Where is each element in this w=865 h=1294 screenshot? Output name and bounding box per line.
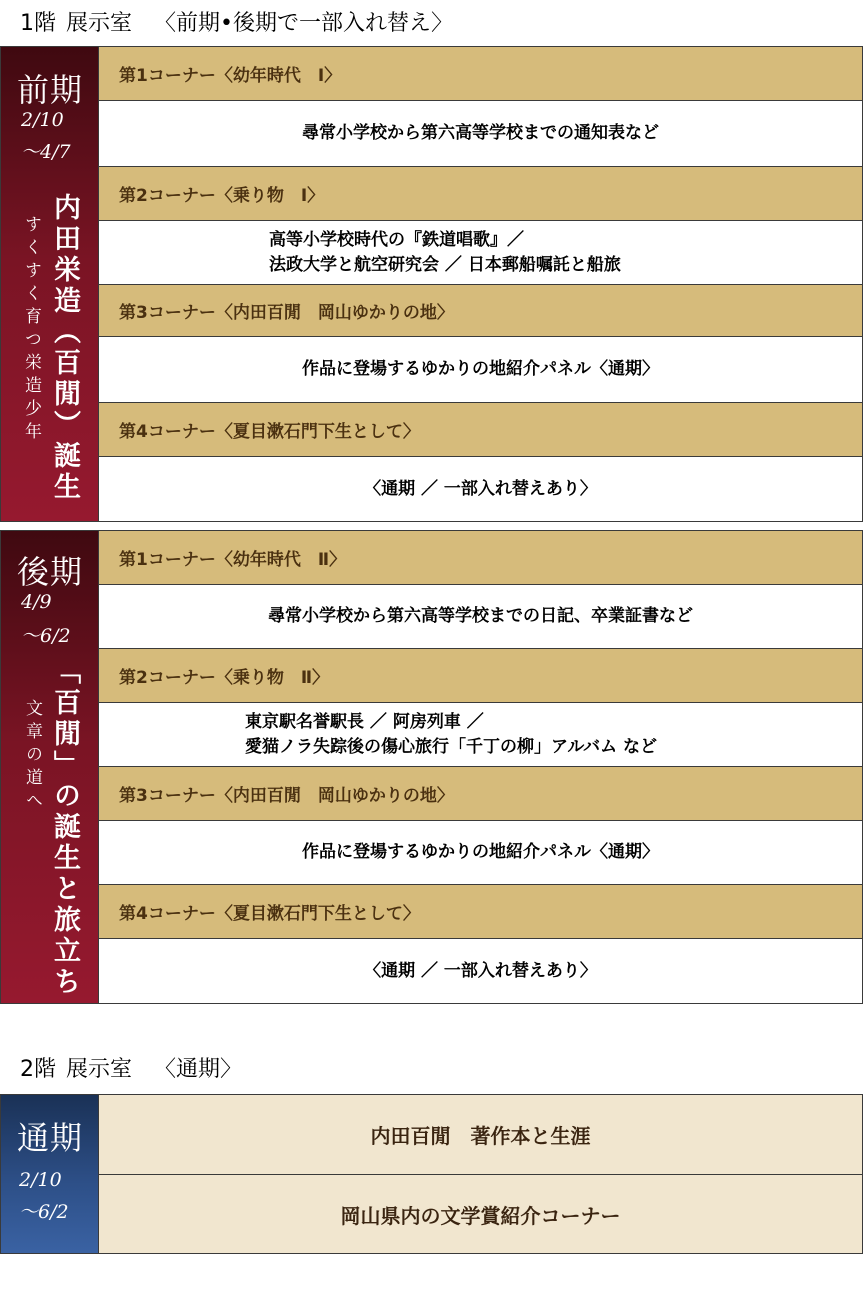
late-corner-2-label: 第2コーナー〈乗り物 Ⅱ〉 <box>119 668 330 688</box>
early-period-title: 内田栄造（百閒）誕生 <box>49 193 80 503</box>
early-corner-3-header <box>99 285 862 337</box>
late-corner-2-header <box>99 649 862 703</box>
permanent-item-1 <box>99 1095 862 1175</box>
late-period-name: 後期 <box>16 553 83 591</box>
late-date-end: ～6/2 <box>21 625 71 647</box>
late-corner-4-header <box>99 885 862 939</box>
late-corner-2-desc <box>99 703 862 767</box>
floor1-heading <box>20 6 453 37</box>
floor1-title: 1階 <box>20 11 56 36</box>
early-corner-1-header <box>99 47 862 101</box>
late-corner-1-line-1: 尋常小学校から第六高等学校までの日記、卒業証書など <box>268 606 693 626</box>
late-corner-3-label: 第3コーナー〈内田百閒 岡山ゆかりの地〉 <box>119 786 454 806</box>
late-corner-1-label: 第1コーナー〈幼年時代 Ⅱ〉 <box>119 550 347 570</box>
late-corner-1-header <box>99 531 862 585</box>
early-corner-2-line-1: 高等小学校時代の『鉄道唱歌』／ <box>269 229 524 250</box>
early-corner-2-line-2: 法政大学と航空研究会 ／ 日本郵船嘱託と船旅 <box>269 254 621 275</box>
early-corner-3-desc <box>99 337 862 403</box>
early-date-start: 2/10 <box>21 109 64 131</box>
late-period-block <box>0 530 863 1004</box>
permanent-date-end: ～6/2 <box>19 1201 69 1223</box>
permanent-block <box>0 1094 863 1254</box>
early-corner-2-label: 第2コーナー〈乗り物 Ⅰ〉 <box>119 186 325 206</box>
early-corner-4-header <box>99 403 862 457</box>
early-corner-3-line-1: 作品に登場するゆかりの地紹介パネル〈通期〉 <box>302 359 659 379</box>
early-period-name: 前期 <box>16 71 83 109</box>
early-period-sidebar <box>1 47 99 521</box>
early-corner-2-desc <box>99 221 862 285</box>
early-corner-2-header <box>99 167 862 221</box>
permanent-item-list <box>99 1095 862 1253</box>
late-date-start: 4/9 <box>21 591 52 613</box>
late-period-title: 「百閒」の誕生と旅立ち <box>49 657 80 998</box>
permanent-date-start: 2/10 <box>19 1169 62 1191</box>
late-corner-2-line-1: 東京駅名誉駅長 ／ 阿房列車 ／ <box>245 711 484 732</box>
floor2-heading <box>20 1052 242 1083</box>
late-period-subtitle: 文章の道へ <box>22 699 42 814</box>
early-period-block <box>0 46 863 522</box>
early-corner-1-line-1: 尋常小学校から第六高等学校までの通知表など <box>302 123 659 143</box>
permanent-sidebar <box>1 1095 99 1253</box>
floor2-note: 〈通期〉 <box>154 1057 243 1082</box>
floor2-title: 2階 <box>20 1057 56 1082</box>
late-corner-3-line-1: 作品に登場するゆかりの地紹介パネル〈通期〉 <box>302 842 659 862</box>
permanent-item-1-label: 内田百閒 著作本と生涯 <box>370 1124 591 1148</box>
late-corner-list <box>99 531 862 1003</box>
late-corner-1-desc <box>99 585 862 649</box>
early-corner-4-line-1: 〈通期 ／ 一部入れ替えあり〉 <box>364 478 597 499</box>
permanent-period-name: 通期 <box>16 1119 83 1157</box>
late-corner-4-label: 第4コーナー〈夏目漱石門下生として〉 <box>119 904 420 924</box>
early-date-end: ～4/7 <box>21 141 71 163</box>
early-corner-1-label: 第1コーナー〈幼年時代 Ⅰ〉 <box>119 66 342 86</box>
late-period-sidebar <box>1 531 99 1003</box>
floor1-note: 〈前期•後期で一部入れ替え〉 <box>154 11 453 36</box>
early-corner-4-desc <box>99 457 862 521</box>
permanent-item-2-label: 岡山県内の文学賞紹介コーナー <box>340 1203 621 1228</box>
floor2-room: 展示室 <box>66 1057 133 1082</box>
floor1-room: 展示室 <box>66 11 133 36</box>
late-corner-3-desc <box>99 821 862 885</box>
late-corner-4-line-1: 〈通期 ／ 一部入れ替えあり〉 <box>364 960 597 981</box>
late-corner-2-line-2: 愛猫ノラ失踪後の傷心旅行「千丁の柳」アルバム など <box>245 736 658 757</box>
early-period-subtitle: すくすく育つ栄造少年 <box>21 215 41 445</box>
late-corner-4-desc <box>99 939 862 1003</box>
early-corner-3-label: 第3コーナー〈内田百閒 岡山ゆかりの地〉 <box>119 303 454 323</box>
early-corner-1-desc <box>99 101 862 167</box>
early-corner-4-label: 第4コーナー〈夏目漱石門下生として〉 <box>119 422 420 442</box>
permanent-item-2 <box>99 1175 862 1253</box>
late-corner-3-header <box>99 767 862 821</box>
early-corner-list <box>99 47 862 521</box>
